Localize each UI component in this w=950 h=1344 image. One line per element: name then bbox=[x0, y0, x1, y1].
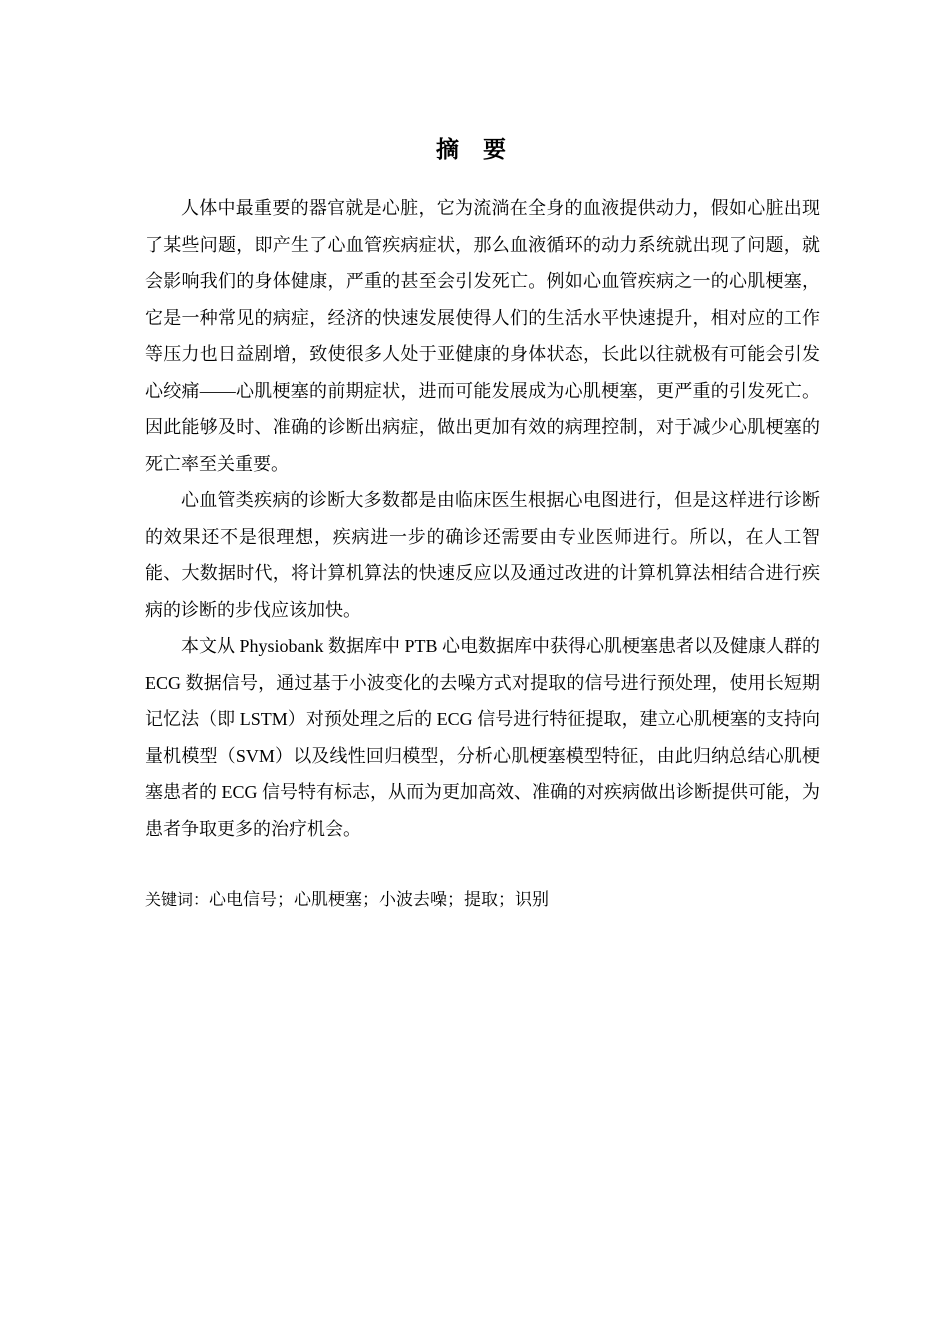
keywords-label: 关键词： bbox=[145, 890, 210, 909]
abstract-body bbox=[145, 190, 820, 847]
abstract-paragraph-3: 本文从 Physiobank 数据库中 PTB 心电数据库中获得心肌梗塞患者以及健康人群的 ECG 数据信号，通过基于小波变化的去噪方式对提取的信号进行预处理，使用长短期记忆法（即 LSTM）对预处理之后的 ECG 信号进行特征提取，建立心肌梗塞的支持向量机模型（SVM）以及线性回归模型，分析心肌梗塞模型特征，由此归纳总结心肌梗塞患者的 ECG 信号特有标志，从而为更加高效、准确的对疾病做出诊断提供可能，为患者争取更多的治疗机会。 bbox=[145, 636, 821, 839]
abstract-paragraph-2: 心血管类疾病的诊断大多数都是由临床医生根据心电图进行，但是这样进行诊断的效果还不是很理想，疾病进一步的确诊还需要由专业医师进行。所以，在人工智能、大数据时代，将计算机算法的快速反应以及通过改进的计算机算法相结合进行疾病的诊断的步伐应该加快。 bbox=[145, 490, 820, 620]
abstract-paragraph-1: 人体中最重要的器官就是心脏，它为流淌在全身的血液提供动力，假如心脏出现了某些问题，即产生了心血管疾病症状，那么血液循环的动力系统就出现了问题，就会影响我们的身体健康，严重的甚至会引发死亡。例如心血管疾病之一的心肌梗塞，它是一种常见的病症，经济的快速发展使得人们的生活水平快速提升，相对应的工作等压力也日益剧增，致使很多人处于亚健康的身体状态，长此以往就极有可能会引发心绞痛——心肌梗塞的前期症状，进而可能发展成为心肌梗塞，更严重的引发死亡。因此能够及时、准确的诊断出病症，做出更加有效的病理控制，对于减少心肌梗塞的死亡率至关重要。 bbox=[145, 198, 820, 474]
keywords-text: 心电信号；心肌梗塞；小波去噪；提取；识别 bbox=[209, 890, 550, 909]
abstract-title: 摘 要 bbox=[435, 137, 514, 163]
keywords-line bbox=[145, 883, 820, 917]
